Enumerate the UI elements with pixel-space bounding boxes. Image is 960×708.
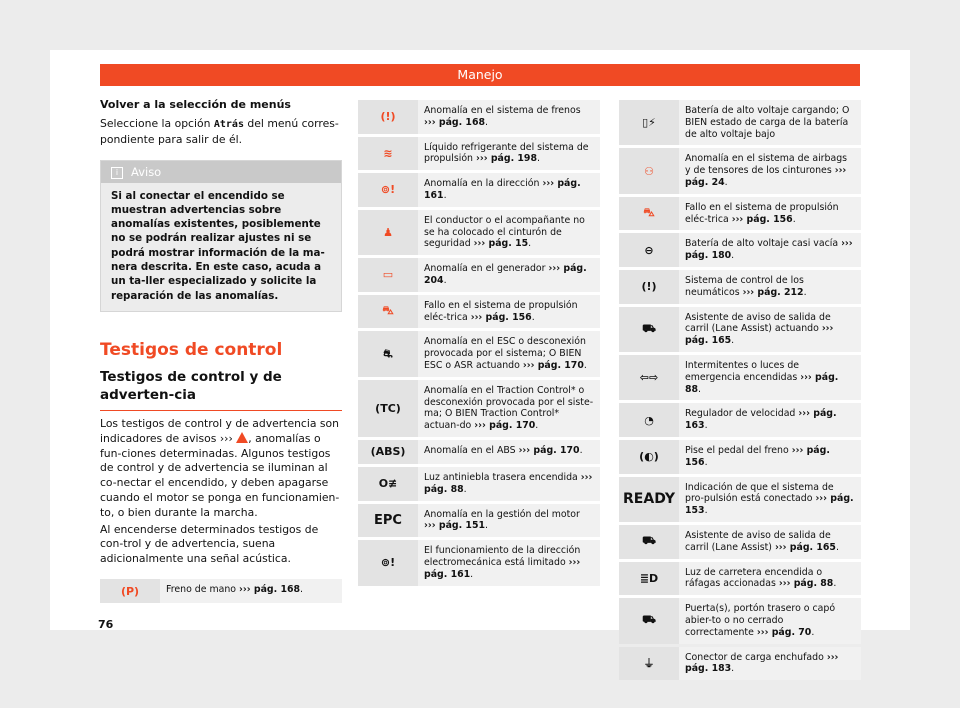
row-text: Fallo en el sistema de propulsión eléc-trica ››› pág. 156. (418, 295, 600, 329)
row-text: Anomalía en la dirección ››› pág. 161. (418, 173, 600, 207)
table-row (358, 467, 600, 501)
back-heading: Volver a la selección de menús (100, 98, 291, 111)
indicator-table-right (619, 100, 861, 683)
row-text: Anomalía en el ABS ››› pág. 170. (418, 440, 600, 464)
page-reference[interactable]: ››› pág. 168 (424, 116, 485, 128)
chapter-header: Manejo (100, 64, 860, 86)
notice-text: Si al conectar el encendido se muestran advertencias sobre anomalías existentes, posiblemente no se podrán realizar ajustes ni se podrá mostrar información de la ma-nera descrita. En este caso, acuda a un ta-ller especializado y solicite la reparación de las anomalías. (111, 189, 325, 302)
page-reference[interactable]: ››› pág. 170 (522, 359, 584, 371)
table-row (619, 562, 861, 596)
lane-assist-icon: ⛟ (619, 525, 679, 559)
row-text: Sistema de control de los neumáticos ››› pág. 212. (679, 270, 861, 304)
table-row (358, 295, 600, 329)
table-row (358, 210, 600, 255)
ev-propulsion-icon: ⛍ (619, 197, 679, 231)
page-reference[interactable]: ››› pág. 156 (470, 311, 532, 323)
row-text: Asistente de aviso de salida de carril (Lane Assist) ››› pág. 165. (679, 525, 861, 559)
row-text: Anomalía en el generador ››› pág. 204. (418, 258, 600, 292)
table-row (619, 307, 861, 352)
row-text: Anomalía en la gestión del motor ››› pág. 151. (418, 504, 600, 538)
page-reference[interactable]: ››› pág. 151 (424, 520, 485, 532)
high-beam-icon: ≣D (619, 562, 679, 596)
rear-fog-icon: O≢ (358, 467, 418, 501)
page-reference[interactable]: ››› pág. 156 (685, 444, 830, 468)
section-title: Testigos de control (100, 339, 283, 360)
table-row (100, 579, 342, 603)
page-reference[interactable]: ››› pág. 183 (685, 651, 839, 675)
page-reference[interactable]: ››› pág. 165 (685, 323, 834, 347)
row-text: Pise el pedal del freno ››› pág. 156. (679, 440, 861, 474)
table-row (619, 403, 861, 437)
traction-control-icon: (TC) (358, 380, 418, 437)
row-text: Indicación de que el sistema de pro-pulsión está conectado ››› pág. 153. (679, 477, 861, 522)
electromechanical-steering-icon: ⊚! (358, 540, 418, 585)
table-row (358, 380, 600, 437)
intro-paragraph: Los testigos de control y de advertencia son indicadores de avisos ››› , anomalías o fun-ciones determinadas. Algunos testigos de control y de advertencia se iluminan al co-nectar el encendido, y deben apagarse cuando el motor se ponga en funcionamien-to, o bien durante la marcha. (100, 416, 340, 519)
page-reference[interactable]: ››› pág. 70 (756, 626, 812, 638)
page-reference[interactable]: ››› pág. 153 (685, 493, 854, 517)
parking-brake-icon: (P) (100, 579, 160, 603)
acoustic-paragraph: Al encenderse determinados testigos de con-trol y de advertencia, suena adicionalmente una señal acústica. (100, 522, 319, 566)
row-text: Conector de carga enchufado ››› pág. 183. (679, 647, 861, 681)
table-row (619, 233, 861, 267)
table-row (358, 504, 600, 538)
brake-pedal-icon: (◐) (619, 440, 679, 474)
table-row (619, 440, 861, 474)
abs-icon: (ABS) (358, 440, 418, 464)
row-text: Asistente de aviso de salida de carril (Lane Assist) actuando ››› pág. 165. (679, 307, 861, 352)
steering-icon: ⊚! (358, 173, 418, 207)
row-text: Fallo en el sistema de propulsión eléc-trica ››› pág. 156. (679, 197, 861, 231)
subsection-title: Testigos de control y de adverten-cia (100, 368, 342, 411)
table-row (358, 440, 600, 464)
page-reference[interactable]: ››› pág. 156 (731, 213, 793, 225)
page-reference[interactable]: ››› pág. 198 (475, 153, 537, 165)
row-text: Anomalía en el sistema de airbags y de tensores de los cinturones ››› pág. 24. (679, 148, 861, 193)
coolant-icon: ≋ (358, 137, 418, 171)
row-text: Freno de mano ››› pág. 168. (160, 579, 342, 603)
table-row (358, 258, 600, 292)
page-reference[interactable]: ››› pág. 88 (685, 371, 839, 395)
brake-system-icon: (!) (358, 100, 418, 134)
generator-icon: ▭ (358, 258, 418, 292)
table-row (619, 100, 861, 145)
page-reference[interactable]: ››› pág. 161 (424, 178, 581, 201)
table-row (619, 525, 861, 559)
page-reference[interactable]: ››› pág. 180 (685, 238, 853, 262)
row-text: El funcionamiento de la dirección electromecánica está limitado ››› pág. 161. (418, 540, 600, 585)
notice-header: i Aviso (101, 161, 341, 183)
lane-assist-icon: ⛟ (619, 307, 679, 352)
back-text: Seleccione la opción Atrás del menú corres-pondiente para salir de él. (100, 117, 339, 146)
seatbelt-icon: ♟ (358, 210, 418, 255)
esc-icon: ⛐ (358, 331, 418, 376)
table-row (358, 331, 600, 376)
table-row (619, 270, 861, 304)
page-reference[interactable]: ››› pág. 212 (742, 286, 804, 298)
info-icon: i (111, 167, 123, 179)
hv-battery-charging-icon: ▯⚡ (619, 100, 679, 145)
page-reference[interactable]: ››› pág. 15 (473, 238, 529, 250)
turn-signal-icon: ⇦⇨ (619, 355, 679, 400)
ev-propulsion-icon: ⛍ (358, 295, 418, 329)
epc-icon: EPC (358, 504, 418, 538)
warning-triangle-icon (236, 432, 248, 443)
page-reference[interactable]: ››› pág. 24 (685, 165, 847, 188)
airbag-icon: ⚇ (619, 148, 679, 193)
tire-pressure-icon: (!) (619, 270, 679, 304)
page-reference[interactable]: ››› pág. 170 (474, 420, 536, 432)
table-row (358, 540, 600, 585)
page-reference[interactable]: ››› pág. 168 (239, 584, 301, 595)
left-column (100, 98, 342, 567)
hv-battery-empty-icon: ⊖ (619, 233, 679, 267)
ready-icon: READY (619, 477, 679, 522)
indicator-table-left (100, 579, 342, 606)
door-open-icon: ⛟ (619, 598, 679, 643)
notice-box (100, 160, 342, 312)
table-row (358, 173, 600, 207)
page-reference[interactable]: ››› pág. 88 (424, 471, 593, 495)
row-text: Luz antiniebla trasera encendida ››› pág. 88. (418, 467, 600, 501)
table-row (619, 477, 861, 522)
row-text: Regulador de velocidad ››› pág. 163. (679, 403, 861, 437)
table-row (358, 137, 600, 171)
row-text: Anomalía en el ESC o desconexión provocada por el sistema; O BIEN ESC o ASR actuando ››› pág. 170. (418, 331, 600, 376)
page-reference[interactable]: ››› pág. 88 (778, 578, 834, 590)
table-row (619, 148, 861, 193)
row-text: Líquido refrigerante del sistema de propulsión ››› pág. 198. (418, 137, 600, 171)
page-reference[interactable]: ››› pág. 163 (685, 408, 837, 432)
row-text: El conductor o el acompañante no se ha colocado el cinturón de seguridad ››› pág. 15. (418, 210, 600, 255)
table-row (358, 100, 600, 134)
row-text: Luz de carretera encendida o ráfagas accionadas ››› pág. 88. (679, 562, 861, 596)
page-reference[interactable]: ››› pág. 165 (774, 541, 836, 553)
row-text: Puerta(s), portón trasero o capó abier-to o no cerrado correctamente ››› pág. 70. (679, 598, 861, 643)
page-number: 76 (98, 618, 114, 631)
row-text: Batería de alto voltaje casi vacía ››› pág. 180. (679, 233, 861, 267)
page-reference[interactable]: ››› pág. 204 (424, 263, 587, 286)
cruise-control-icon: ◔ (619, 403, 679, 437)
indicator-table-middle (358, 100, 600, 589)
row-text: Batería de alto voltaje cargando; O BIEN estado de carga de la batería de alto voltaje bajo (679, 100, 861, 145)
row-text: Anomalía en el Traction Control* o desconexión provocada por el siste-ma; O BIEN Traction Control* actuan-do ››› pág. 170. (418, 380, 600, 437)
table-row (619, 355, 861, 400)
charging-plug-icon: ⏚ (619, 647, 679, 681)
table-row (619, 598, 861, 643)
page-reference[interactable]: ››› pág. 161 (424, 556, 581, 580)
row-text: Intermitentes o luces de emergencia encendidas ››› pág. 88. (679, 355, 861, 400)
row-text: Anomalía en el sistema de frenos ››› pág. 168. (418, 100, 600, 134)
menu-option-code: Atrás (213, 119, 244, 130)
table-row (619, 197, 861, 231)
table-row (619, 647, 861, 681)
page-reference[interactable]: ››› pág. 170 (518, 444, 580, 456)
